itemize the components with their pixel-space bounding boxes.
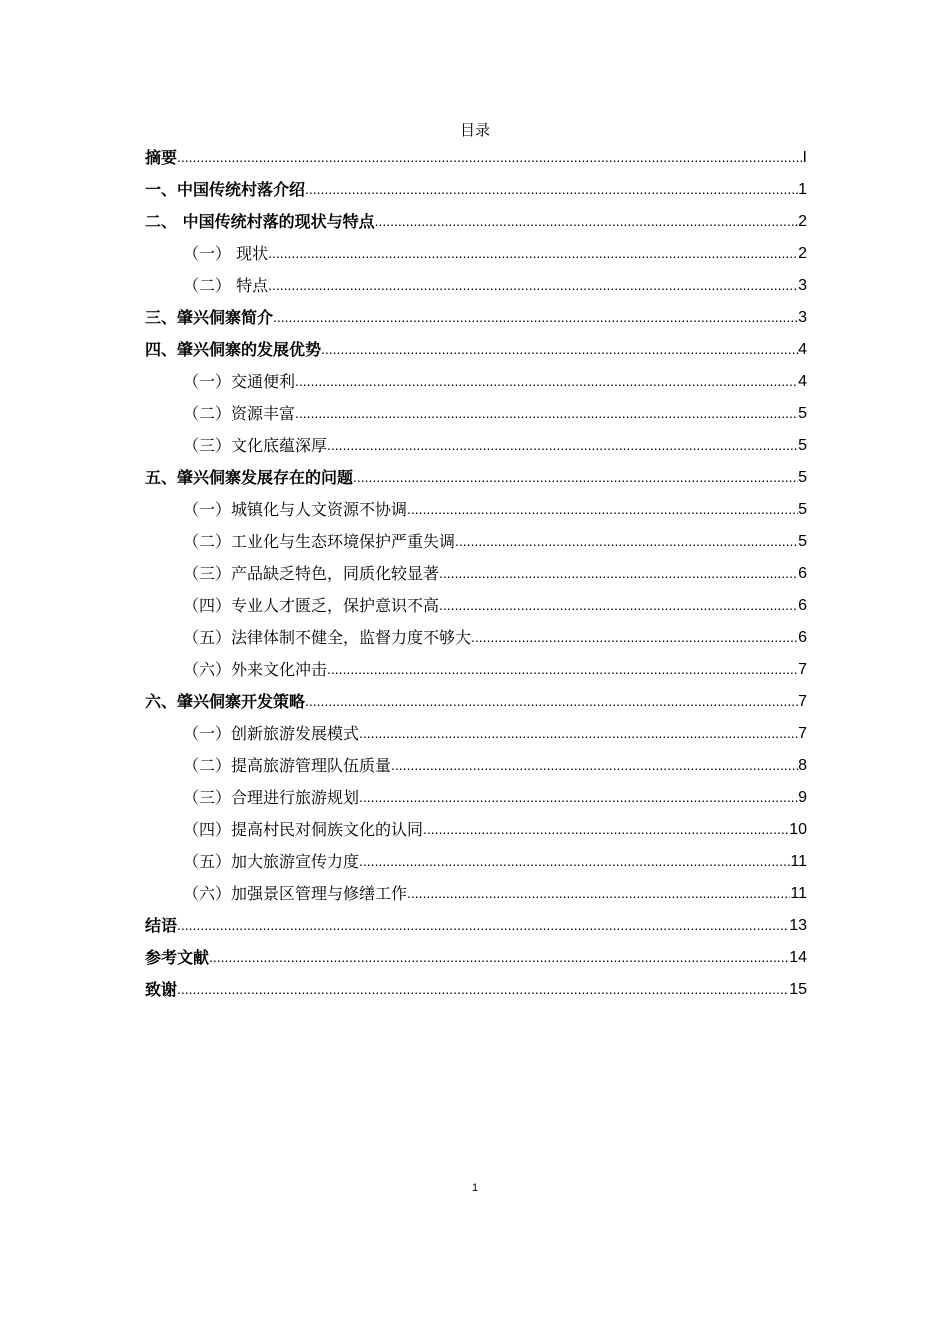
- dot-leader: [391, 750, 798, 782]
- toc-entry[interactable]: [145, 302, 807, 334]
- toc-entry-page: 7: [798, 725, 807, 742]
- toc-entry[interactable]: [145, 238, 807, 270]
- dot-leader: [268, 238, 798, 270]
- toc-entry[interactable]: [145, 942, 807, 974]
- toc-entry-page: 11: [790, 853, 807, 870]
- dot-leader: [359, 846, 790, 878]
- dot-leader: [295, 366, 798, 398]
- dot-leader: [353, 462, 798, 494]
- toc-entry-page: 6: [798, 629, 807, 646]
- dot-leader: [455, 526, 798, 558]
- toc-entry-label: （三）合理进行旅游规划: [183, 788, 360, 807]
- toc-entry-page: 10: [789, 821, 807, 838]
- dot-leader: [295, 398, 798, 430]
- toc-entry-label: （一）城镇化与人文资源不协调: [183, 500, 408, 519]
- toc-entry[interactable]: [145, 910, 807, 942]
- toc-entry-label: 摘要: [145, 148, 178, 167]
- toc-entry[interactable]: [145, 334, 807, 366]
- toc-entry[interactable]: [145, 526, 807, 558]
- toc-entry-label: 六、肇兴侗寨开发策略: [145, 692, 306, 711]
- toc-entry-label: （二）提高旅游管理队伍质量: [183, 756, 392, 775]
- dot-leader: [209, 942, 789, 974]
- dot-leader: [471, 622, 798, 654]
- toc-entry-page: 3: [798, 277, 807, 294]
- toc-entry-label: （一） 现状: [183, 244, 269, 263]
- toc-entry-page: 1: [798, 181, 807, 198]
- table-of-contents: [145, 142, 807, 1006]
- toc-entry-label: （六）加强景区管理与修缮工作: [183, 884, 408, 903]
- toc-entry-page: 5: [798, 501, 807, 518]
- toc-entry-label: （五）法律体制不健全，监督力度不够大: [183, 628, 472, 647]
- toc-entry-label: （二） 特点: [183, 276, 269, 295]
- toc-entry[interactable]: [145, 974, 807, 1006]
- dot-leader: [439, 590, 798, 622]
- dot-leader: [273, 302, 798, 334]
- toc-entry[interactable]: [145, 750, 807, 782]
- toc-entry-label: （二）工业化与生态环境保护严重失调: [183, 532, 456, 551]
- toc-title: 目录: [459, 121, 490, 139]
- toc-entry-label: （四）专业人才匮乏，保护意识不高: [183, 596, 440, 615]
- toc-entry-label: 五、肇兴侗寨发展存在的问题: [145, 468, 354, 487]
- toc-entry-page: 6: [798, 565, 807, 582]
- toc-entry-page: 7: [798, 661, 807, 678]
- toc-entry-label: 一、中国传统村落介绍: [145, 180, 306, 199]
- toc-entry-page: 4: [798, 341, 807, 358]
- toc-entry-page: 5: [798, 437, 807, 454]
- toc-entry[interactable]: [145, 846, 807, 878]
- toc-entry-page: 4: [798, 373, 807, 390]
- dot-leader: [305, 686, 798, 718]
- toc-entry[interactable]: [145, 654, 807, 686]
- toc-entry[interactable]: [145, 558, 807, 590]
- dot-leader: [407, 494, 798, 526]
- toc-entry-page: 9: [798, 789, 807, 806]
- toc-entry-page: 11: [790, 885, 807, 902]
- toc-entry[interactable]: [145, 814, 807, 846]
- toc-entry[interactable]: [145, 366, 807, 398]
- toc-entry-page: 3: [798, 309, 807, 326]
- toc-entry-label: （二）资源丰富: [183, 404, 296, 423]
- toc-entry-page: 8: [798, 757, 807, 774]
- dot-leader: [359, 782, 798, 814]
- toc-entry[interactable]: [145, 494, 807, 526]
- toc-entry-page: 13: [789, 917, 807, 934]
- dot-leader: [423, 814, 789, 846]
- dot-leader: [439, 558, 798, 590]
- dot-leader: [407, 878, 790, 910]
- toc-entry[interactable]: [145, 686, 807, 718]
- toc-entry-label: 四、肇兴侗寨的发展优势: [145, 340, 322, 359]
- toc-entry-label: （五）加大旅游宣传力度: [183, 852, 360, 871]
- toc-entry-page: I: [802, 149, 807, 166]
- dot-leader: [177, 142, 803, 174]
- toc-entry[interactable]: [145, 782, 807, 814]
- toc-entry[interactable]: [145, 270, 807, 302]
- dot-leader: [177, 910, 789, 942]
- dot-leader: [327, 430, 798, 462]
- toc-entry-page: 2: [798, 213, 807, 230]
- toc-entry[interactable]: [145, 590, 807, 622]
- toc-entry[interactable]: [145, 142, 807, 174]
- dot-leader: [321, 334, 798, 366]
- toc-entry-page: 14: [789, 949, 807, 966]
- dot-leader: [305, 174, 798, 206]
- toc-entry-page: 6: [798, 597, 807, 614]
- toc-entry-page: 7: [798, 693, 807, 710]
- toc-entry-label: 致谢: [145, 980, 178, 999]
- toc-entry[interactable]: [145, 622, 807, 654]
- dot-leader: [375, 206, 799, 238]
- toc-entry[interactable]: [145, 878, 807, 910]
- toc-entry-label: （一）创新旅游发展模式: [183, 724, 360, 743]
- toc-entry-label: 三、肇兴侗寨简介: [145, 308, 274, 327]
- toc-entry-label: 二、 中国传统村落的现状与特点: [145, 212, 375, 231]
- toc-entry-label: 结语: [145, 916, 178, 935]
- toc-entry[interactable]: [145, 718, 807, 750]
- dot-leader: [177, 974, 789, 1006]
- toc-entry-label: （三）产品缺乏特色，同质化较显著: [183, 564, 440, 583]
- toc-entry-page: 2: [798, 245, 807, 262]
- toc-entry[interactable]: [145, 462, 807, 494]
- toc-entry[interactable]: [145, 398, 807, 430]
- toc-entry-page: 5: [798, 469, 807, 486]
- toc-entry-label: （一）交通便利: [183, 372, 296, 391]
- toc-entry-page: 5: [798, 405, 807, 422]
- page-number: 1: [471, 1182, 479, 1194]
- toc-entry[interactable]: [145, 174, 807, 206]
- toc-entry-page: 15: [789, 981, 807, 998]
- dot-leader: [327, 654, 798, 686]
- toc-entry-label: 参考文献: [145, 948, 210, 967]
- toc-entry-label: （三）文化底蕴深厚: [183, 436, 328, 455]
- toc-entry-page: 5: [798, 533, 807, 550]
- toc-entry-label: （六）外来文化冲击: [183, 660, 328, 679]
- toc-entry[interactable]: [145, 206, 807, 238]
- toc-entry[interactable]: [145, 430, 807, 462]
- dot-leader: [359, 718, 798, 750]
- toc-entry-label: （四）提高村民对侗族文化的认同: [183, 820, 424, 839]
- dot-leader: [268, 270, 798, 302]
